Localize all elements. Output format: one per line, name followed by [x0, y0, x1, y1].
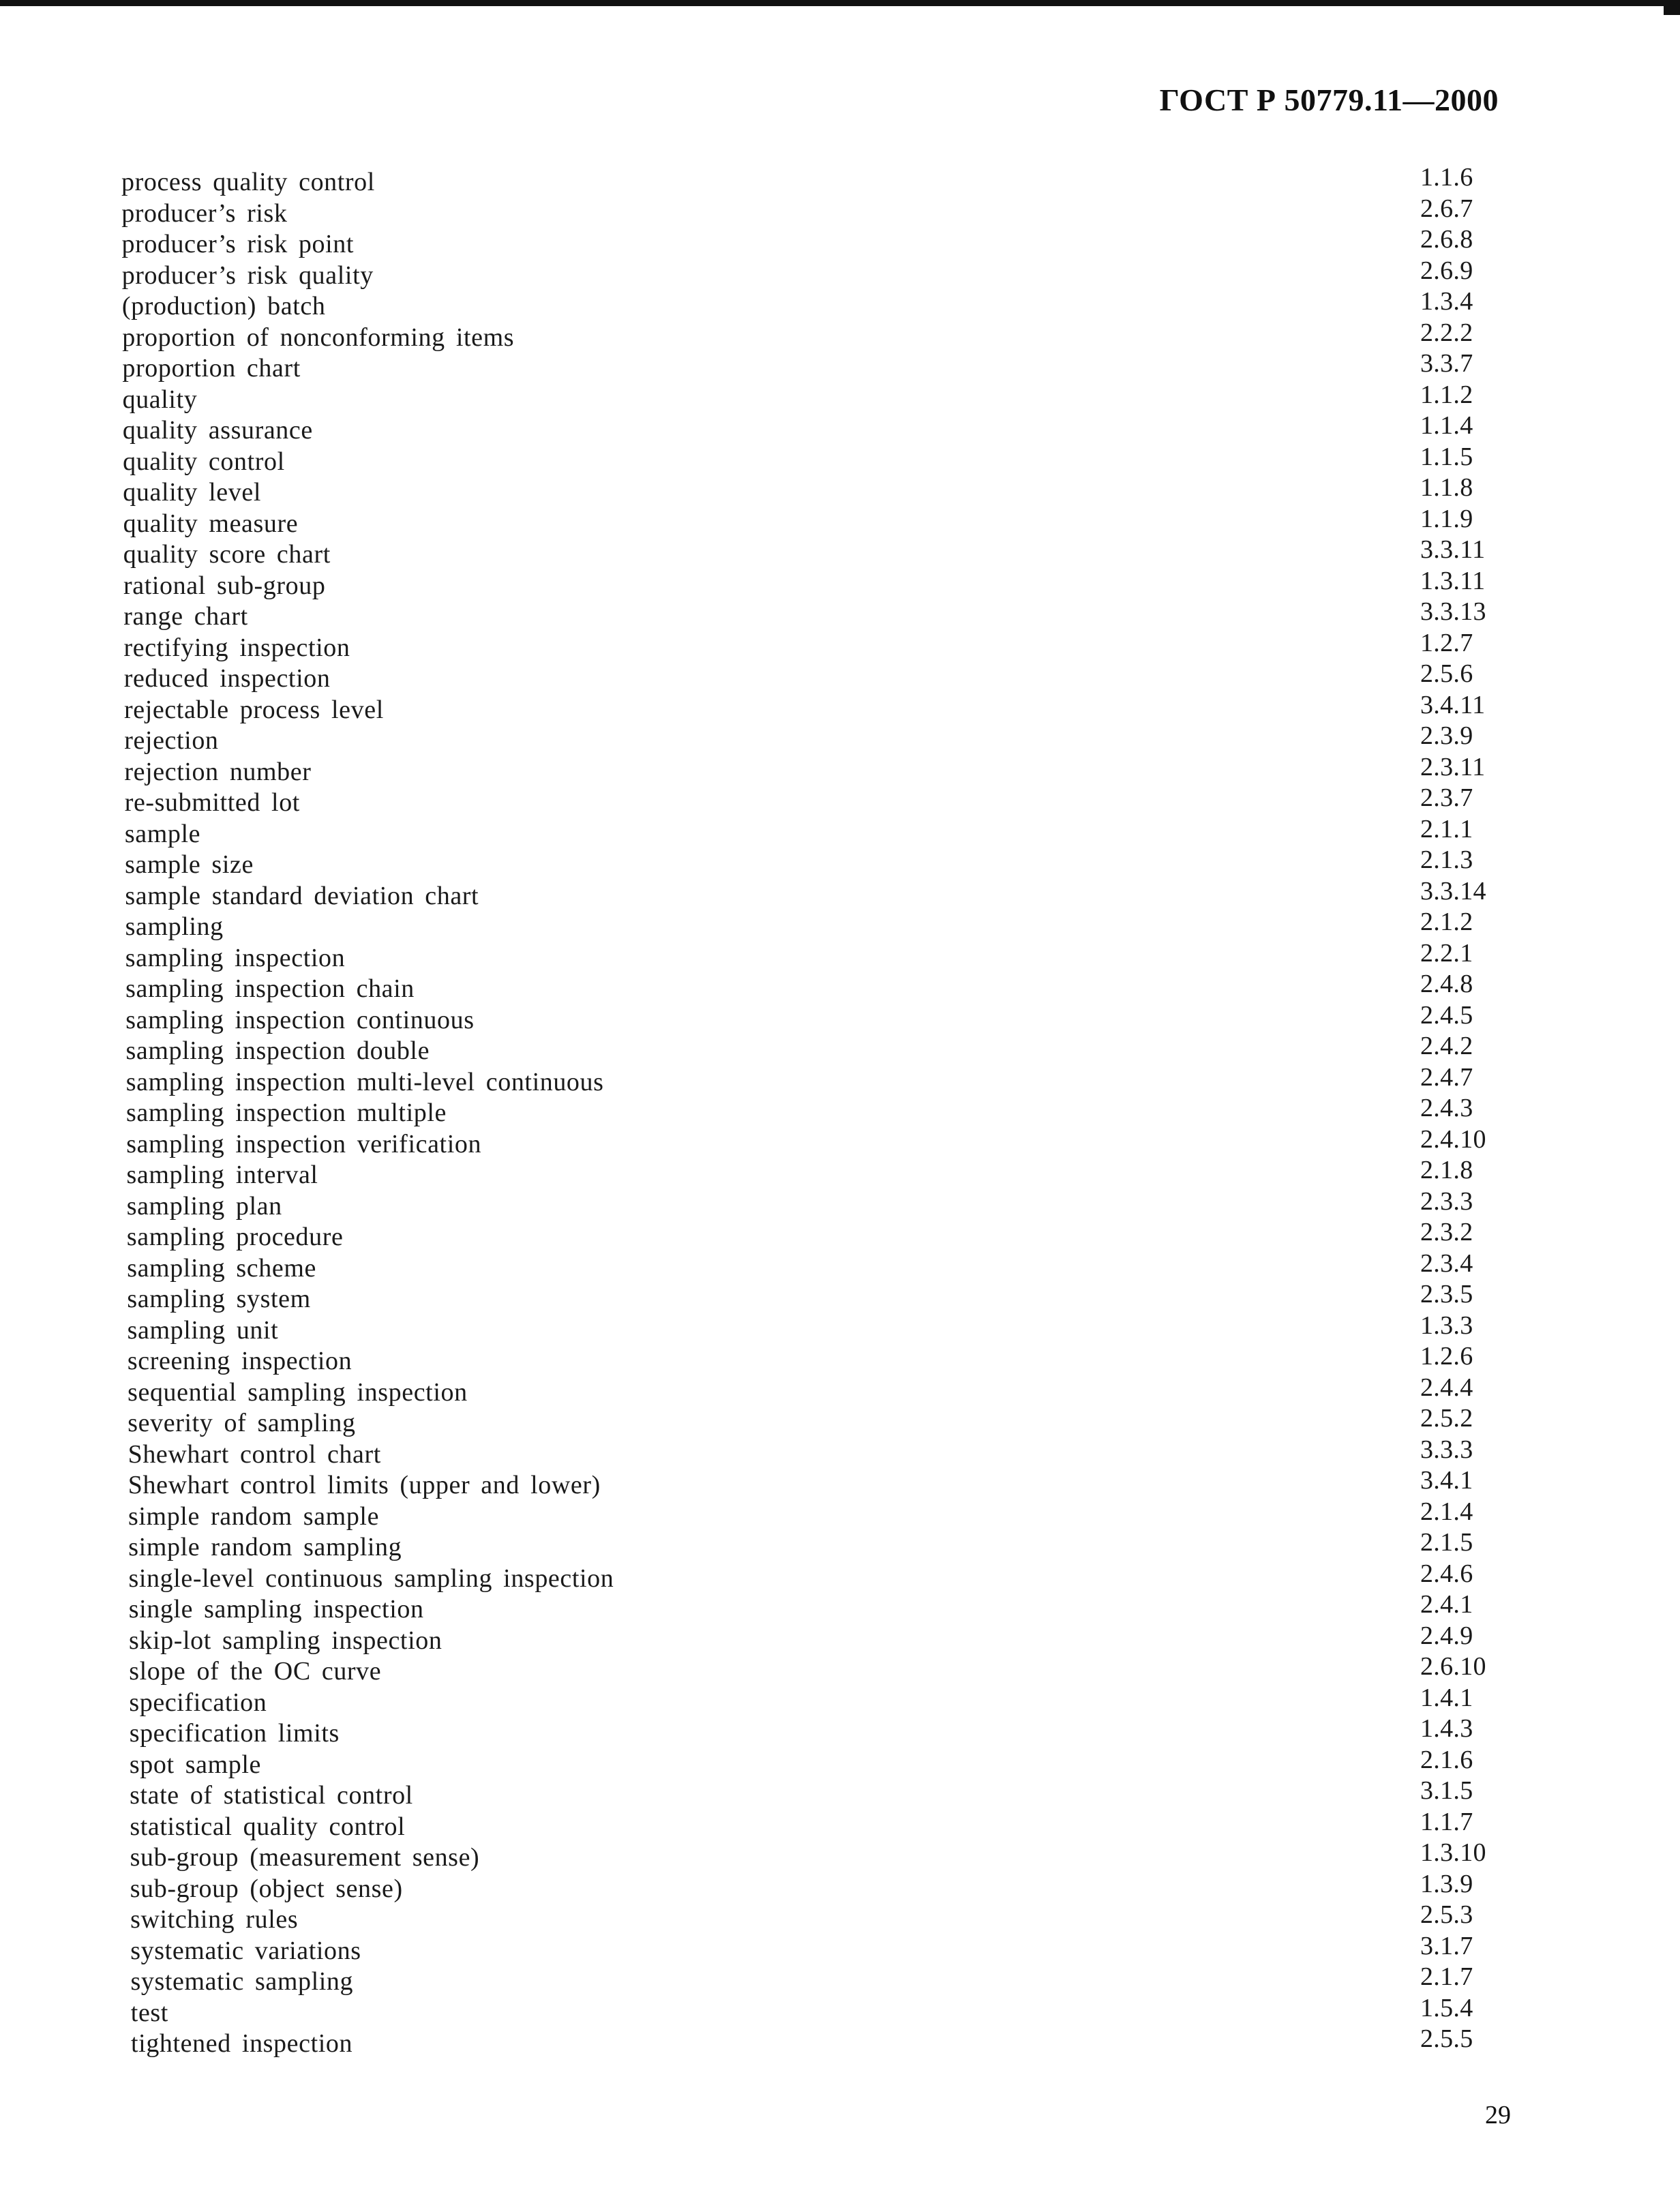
index-clause-ref: 2.4.4: [1420, 1373, 1473, 1402]
index-term: sampling plan: [126, 1191, 282, 1221]
index-entry: [121, 1000, 1503, 1036]
index-clause-ref: 2.1.6: [1420, 1745, 1473, 1774]
index-clause-ref: 2.3.5: [1420, 1280, 1473, 1308]
index-clause-ref: 1.1.2: [1420, 380, 1473, 409]
index-entry: [121, 225, 1503, 260]
index-entry: [121, 721, 1503, 757]
index-entry: [121, 1156, 1503, 1191]
index-term: severity of sampling: [127, 1409, 356, 1437]
page-number: 29: [1485, 2101, 1511, 2129]
index-clause-ref: 1.3.3: [1420, 1311, 1473, 1340]
index-entry: [121, 1838, 1503, 1874]
index-clause-ref: 2.5.5: [1420, 2024, 1473, 2053]
index-clause-ref: 2.4.1: [1420, 1590, 1473, 1619]
index-clause-ref: 1.3.4: [1420, 287, 1473, 316]
index-entry: [121, 814, 1503, 850]
index-entry: [121, 876, 1503, 912]
index-term: producer’s risk point: [121, 230, 355, 258]
index-term: proportion chart: [122, 354, 301, 383]
index-entry: [121, 1993, 1503, 2029]
index-entry: [121, 1218, 1503, 1253]
index-clause-ref: 3.1.5: [1420, 1776, 1473, 1805]
index-entry: [121, 1404, 1503, 1439]
index-entry: [121, 1528, 1503, 1564]
index-term: test: [130, 1998, 168, 2027]
index-term: sampling inspection verification: [126, 1129, 482, 1158]
index-term: rational sub-group: [123, 571, 326, 600]
index-term: Shewhart control chart: [127, 1439, 381, 1469]
index-clause-ref: 1.1.7: [1420, 1807, 1473, 1836]
index-entry: [121, 1900, 1503, 1936]
index-term: spot sample: [129, 1750, 261, 1779]
top-border-rule: [0, 0, 1680, 6]
index-term: screening inspection: [127, 1347, 352, 1375]
index-entry: [121, 1435, 1503, 1471]
index-term: sampling unit: [127, 1315, 279, 1345]
index-entry: [121, 1124, 1503, 1161]
index-clause-ref: 2.3.3: [1420, 1186, 1473, 1216]
index-entry: [121, 1497, 1503, 1533]
index-clause-ref: 2.4.6: [1420, 1559, 1473, 1588]
index-term: quality control: [123, 447, 285, 476]
index-entry: [121, 1373, 1503, 1409]
index-clause-ref: 1.2.6: [1420, 1342, 1473, 1371]
index-term: sub-group (measurement sense): [130, 1843, 480, 1872]
index-entry: [121, 163, 1503, 198]
index-clause-ref: 2.1.4: [1420, 1497, 1473, 1526]
index-entry: [121, 1776, 1503, 1812]
index-entry: [121, 349, 1503, 385]
index-entry: [121, 846, 1503, 881]
index-term: rejection: [124, 726, 219, 755]
index-entry: [121, 442, 1503, 478]
index-clause-ref: 2.1.5: [1420, 1528, 1473, 1557]
index-entry: [121, 1652, 1503, 1688]
index-entry: [121, 1280, 1503, 1315]
index-term: rectifying inspection: [123, 633, 350, 662]
index-clause-ref: 3.4.11: [1420, 690, 1486, 719]
index-entry: [121, 411, 1503, 447]
index-clause-ref: 1.1.4: [1420, 411, 1473, 440]
index-entry: [121, 473, 1503, 509]
index-clause-ref: 3.4.1: [1420, 1466, 1473, 1495]
index-clause-ref: 2.4.10: [1420, 1124, 1486, 1154]
index-term: simple random sampling: [128, 1533, 402, 1561]
index-clause-ref: 2.5.3: [1420, 1900, 1473, 1929]
index-entry: [121, 1032, 1503, 1067]
index-term: sample standard deviation chart: [125, 881, 479, 910]
index-entry: [121, 1311, 1503, 1347]
index-entry: [121, 783, 1503, 819]
index-entry: [121, 287, 1503, 323]
index-term: re-submitted lot: [124, 788, 300, 817]
index-term: sampling inspection multi-level continuous: [125, 1067, 604, 1096]
index-clause-ref: 2.6.8: [1420, 225, 1473, 254]
index-term: sequential sampling inspection: [127, 1377, 468, 1407]
term-index-list: [121, 163, 1503, 2060]
index-entry: [121, 1559, 1503, 1595]
index-term: specification limits: [129, 1719, 340, 1748]
index-entry: [121, 535, 1503, 571]
index-clause-ref: 2.5.6: [1420, 659, 1473, 688]
index-term: sampling interval: [126, 1161, 318, 1189]
index-clause-ref: 2.4.2: [1420, 1032, 1473, 1060]
index-entry: [121, 1714, 1503, 1750]
index-clause-ref: 1.3.11: [1420, 566, 1486, 595]
index-clause-ref: 1.4.1: [1420, 1683, 1473, 1712]
index-term: systematic variations: [130, 1936, 361, 1965]
index-clause-ref: 2.3.7: [1420, 783, 1473, 812]
index-entry: [121, 1062, 1503, 1098]
index-clause-ref: 1.3.10: [1420, 1838, 1486, 1867]
index-clause-ref: 3.3.7: [1420, 349, 1473, 378]
index-entry: [121, 970, 1503, 1005]
index-entry: [121, 908, 1503, 943]
index-clause-ref: 2.1.8: [1420, 1156, 1473, 1184]
index-entry: [121, 1466, 1503, 1501]
index-clause-ref: 2.4.5: [1420, 1000, 1473, 1030]
index-entry: [121, 1869, 1503, 1905]
index-term: single-level continuous sampling inspection: [128, 1564, 614, 1593]
index-term: reduced inspection: [123, 664, 331, 693]
index-clause-ref: 1.1.6: [1420, 163, 1473, 192]
index-clause-ref: 1.1.8: [1420, 473, 1473, 502]
index-entry: [121, 1931, 1503, 1967]
index-entry: [121, 628, 1503, 664]
index-entry: [121, 1683, 1503, 1719]
index-clause-ref: 2.1.1: [1420, 814, 1473, 843]
index-clause-ref: 2.4.3: [1420, 1094, 1473, 1122]
index-term: tightened inspection: [131, 2029, 353, 2058]
index-term: range chart: [123, 602, 248, 631]
index-clause-ref: 2.1.7: [1420, 1962, 1473, 1991]
index-clause-ref: 2.4.9: [1420, 1621, 1473, 1650]
index-clause-ref: 2.6.10: [1420, 1652, 1486, 1681]
index-clause-ref: 1.1.5: [1420, 442, 1473, 471]
index-term: specification: [129, 1688, 267, 1717]
index-clause-ref: 3.3.3: [1420, 1435, 1473, 1464]
index-clause-ref: 1.5.4: [1420, 1993, 1473, 2022]
index-entry: [121, 1745, 1503, 1781]
index-entry: [121, 504, 1503, 540]
index-entry: [121, 938, 1503, 974]
index-clause-ref: 1.1.9: [1420, 504, 1473, 533]
index-term: sample: [124, 819, 201, 848]
index-clause-ref: 2.3.11: [1420, 752, 1486, 781]
index-clause-ref: 1.4.3: [1420, 1714, 1473, 1743]
index-term: sampling inspection: [125, 943, 346, 972]
index-clause-ref: 3.1.7: [1420, 1931, 1473, 1960]
index-term: process quality control: [121, 168, 375, 196]
index-term: sample size: [125, 850, 254, 879]
index-term: rejectable process level: [124, 695, 384, 724]
index-term: simple random sample: [128, 1501, 380, 1531]
index-term: quality score chart: [123, 540, 331, 569]
index-term: (production) batch: [121, 292, 326, 320]
index-clause-ref: 2.4.8: [1420, 970, 1473, 998]
index-entry: [121, 1621, 1503, 1657]
index-entry: [121, 1342, 1503, 1377]
index-term: single sampling inspection: [128, 1595, 424, 1624]
index-clause-ref: 2.2.2: [1420, 318, 1473, 347]
index-term: sampling inspection multiple: [126, 1098, 447, 1127]
index-entry: [121, 659, 1503, 695]
index-clause-ref: 3.3.14: [1420, 876, 1486, 906]
index-entry: [121, 1807, 1503, 1843]
index-entry: [121, 380, 1503, 416]
index-entry: [121, 1590, 1503, 1626]
index-entry: [121, 1094, 1503, 1129]
index-term: sampling inspection double: [125, 1036, 430, 1065]
index-entry: [121, 2024, 1503, 2060]
index-term: sampling inspection continuous: [125, 1005, 475, 1034]
index-term: sub-group (object sense): [130, 1874, 403, 1903]
index-entry: [121, 1962, 1503, 1998]
index-entry: [121, 1186, 1503, 1223]
index-clause-ref: 2.3.9: [1420, 721, 1473, 750]
index-term: switching rules: [130, 1905, 299, 1934]
index-term: sampling system: [127, 1285, 311, 1313]
index-entry: [121, 318, 1503, 354]
index-clause-ref: 2.3.4: [1420, 1248, 1473, 1278]
index-term: producer’s risk: [121, 198, 288, 228]
index-entry: [121, 256, 1503, 292]
index-term: Shewhart control limits (upper and lower): [127, 1471, 601, 1499]
index-term: sampling: [125, 912, 224, 941]
top-border-corner-mark: [1664, 0, 1680, 15]
index-term: quality: [122, 385, 198, 414]
index-entry: [121, 566, 1503, 602]
index-clause-ref: 3.3.11: [1420, 535, 1486, 564]
index-term: quality measure: [123, 509, 299, 538]
index-entry: [121, 597, 1503, 633]
index-clause-ref: 2.6.7: [1420, 194, 1473, 223]
index-term: producer’s risk quality: [121, 260, 374, 290]
index-term: systematic sampling: [130, 1967, 354, 1996]
index-term: sampling scheme: [127, 1253, 316, 1283]
index-entry: [121, 752, 1503, 788]
index-clause-ref: 1.3.9: [1420, 1869, 1473, 1898]
index-term: quality assurance: [122, 416, 313, 445]
index-clause-ref: 2.1.3: [1420, 846, 1473, 874]
index-clause-ref: 2.1.2: [1420, 908, 1473, 936]
index-term: statistical quality control: [130, 1812, 406, 1841]
index-term: slope of the OC curve: [129, 1657, 382, 1686]
standard-code-header: ГОСТ Р 50779.11—2000: [1159, 83, 1499, 117]
index-term: rejection number: [124, 757, 312, 786]
index-term: quality level: [123, 478, 261, 507]
index-clause-ref: 3.3.13: [1420, 597, 1486, 626]
index-clause-ref: 2.6.9: [1420, 256, 1473, 285]
index-term: proportion of nonconforming items: [122, 323, 515, 352]
index-term: sampling procedure: [126, 1223, 344, 1251]
index-term: state of statistical control: [130, 1781, 413, 1810]
index-clause-ref: 2.3.2: [1420, 1218, 1473, 1246]
index-clause-ref: 2.2.1: [1420, 938, 1473, 968]
index-clause-ref: 2.4.7: [1420, 1062, 1473, 1092]
index-clause-ref: 2.5.2: [1420, 1404, 1473, 1433]
index-entry: [121, 194, 1503, 230]
index-entry: [121, 1248, 1503, 1285]
index-clause-ref: 1.2.7: [1420, 628, 1473, 657]
index-entry: [121, 690, 1503, 726]
index-term: skip-lot sampling inspection: [129, 1626, 442, 1655]
index-term: sampling inspection chain: [125, 974, 415, 1003]
